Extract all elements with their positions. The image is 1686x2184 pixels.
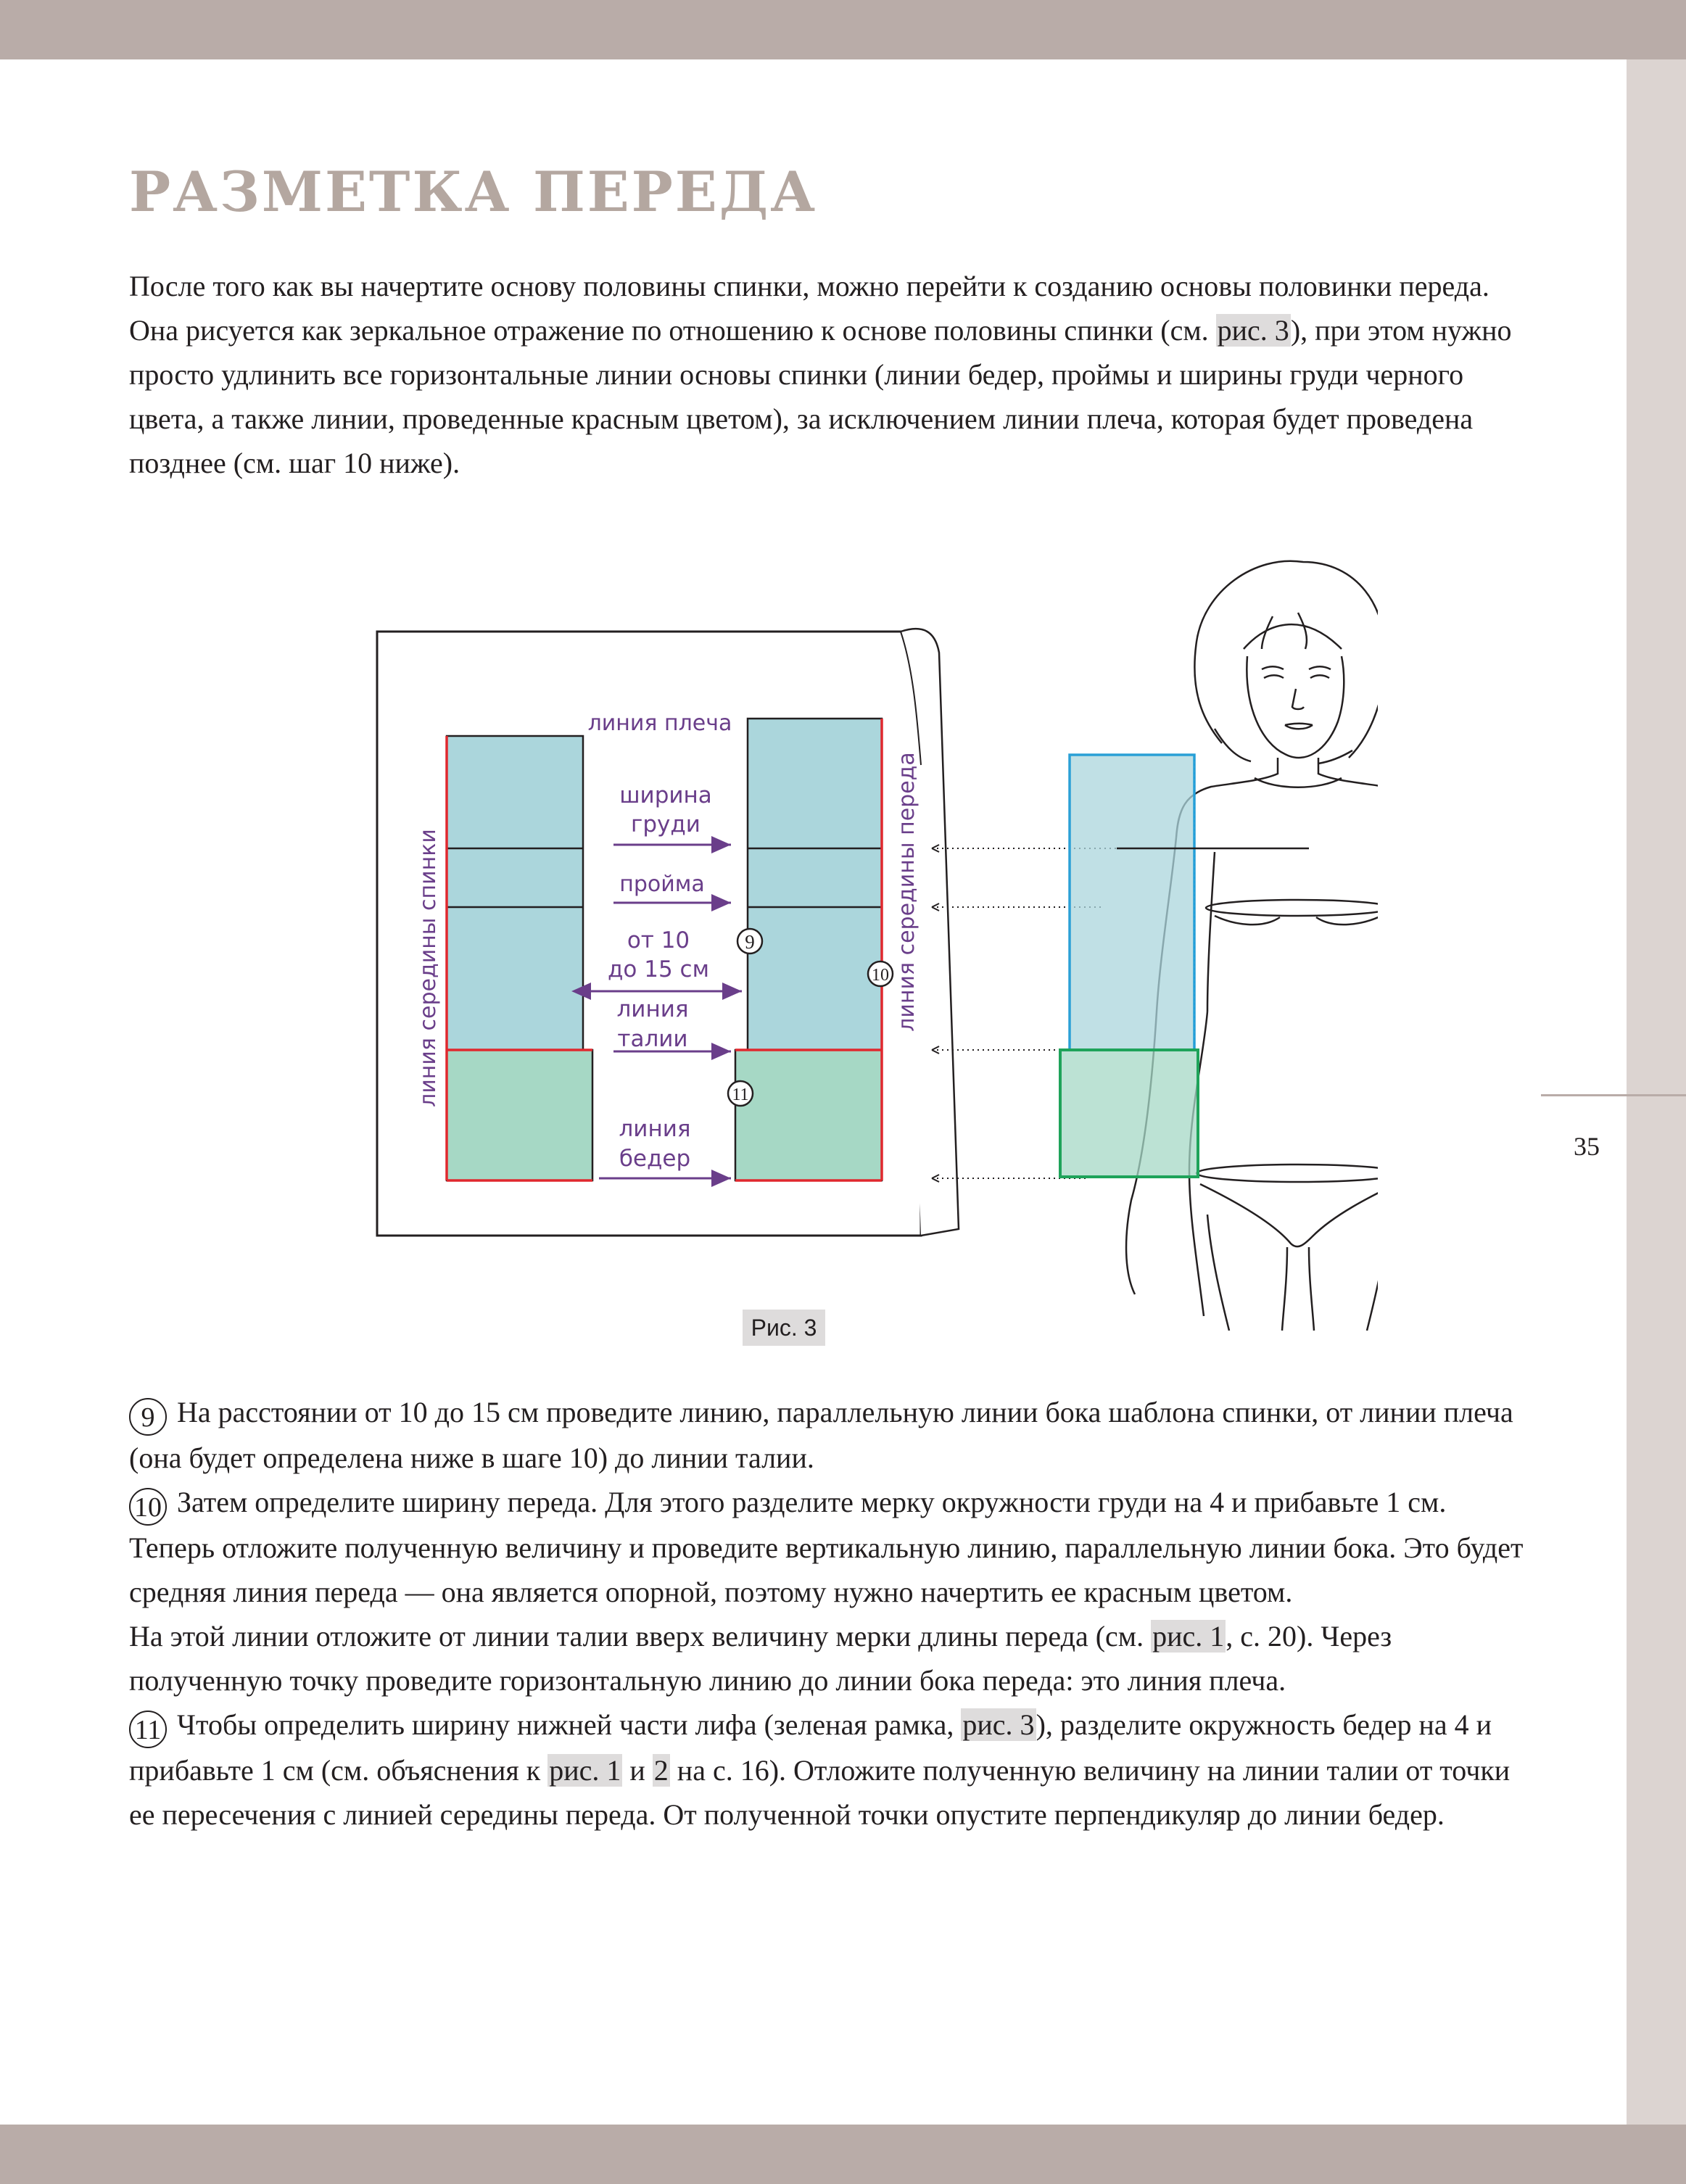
figure-reference: рис. 1	[1152, 1620, 1225, 1653]
step-9-text: На расстоянии от 10 до 15 см проведите линию, параллельную линии бока шаблона спинки, от линии плеча (она будет определена ниже в шаге 10) до линии талии.	[129, 1396, 1513, 1474]
figure-reference: рис. 3	[962, 1708, 1035, 1741]
intro-text-end: ), при этом нужно просто удлинить все горизонтальные линии основы спинки (линии бедер, проймы и ширины груди черного цвета, а также линии, проведенные красным цветом), за исключением линии плеча, которая будет проведена позднее (см. шаг 10 ниже).	[129, 314, 1512, 479]
label-offset-2: до 15 см	[608, 956, 709, 983]
intro-paragraph	[129, 264, 1536, 485]
step-10	[129, 1480, 1536, 1526]
figure-caption: Рис. 3	[743, 1310, 825, 1346]
label-hips-1: линия	[619, 1116, 691, 1142]
front-hips-green	[735, 1050, 882, 1180]
figure-green-overlay	[1060, 1050, 1198, 1177]
figure-reference: рис. 3	[1217, 314, 1289, 347]
step-10-paragraph-1: Теперь отложите полученную величину и проведите вертикальную линию, параллельную линии бока. Это будет средняя линия переда — она является опорной, поэтому нужно начертить ее красным цветом.	[129, 1531, 1524, 1608]
intro-text: После того как вы начертите основу половины спинки, можно перейти к созданию основы половинки переда. Она рисуется как зеркальное отражение по отношению к основе половины спинки (см.	[129, 270, 1489, 347]
pattern-diagram	[363, 547, 1378, 1352]
label-back-center-line: линия середины спинки	[416, 829, 441, 1107]
marker-11	[728, 1081, 753, 1106]
steps-section	[129, 1390, 1536, 1837]
svg-text:11: 11	[732, 1085, 749, 1104]
label-front-center-line: линия середины переда	[894, 752, 920, 1032]
figure-blue-overlay	[1070, 755, 1194, 1050]
bottom-band	[0, 2125, 1686, 2184]
label-armhole: пройма	[619, 872, 705, 897]
label-hips-2: бедер	[619, 1146, 691, 1172]
label-offset-1: от 10	[627, 927, 690, 954]
figure-reference: 2	[653, 1754, 669, 1787]
front-bodice-blue	[748, 719, 882, 1050]
marker-9	[737, 929, 762, 954]
step-10-paragraph-2: На этой линии отложите от линии талии вверх величину мерки длины переда (см. рис. 1, с. 20). Через полученную точку проведите горизонтальную линию до линии бока переда: это линия плеча.	[129, 1620, 1392, 1697]
label-chest-width-2: груди	[631, 811, 701, 837]
back-bodice-blue	[447, 736, 583, 1050]
figure-3	[363, 547, 1378, 1352]
page-number-rule	[1541, 1094, 1686, 1096]
step-9-number: 9	[129, 1398, 167, 1436]
figure-reference: рис. 1	[549, 1754, 621, 1787]
label-shoulder-line: линия плеча	[587, 711, 732, 736]
svg-text:10: 10	[872, 966, 889, 985]
label-waist-1: линия	[616, 996, 689, 1022]
step-10-number: 10	[129, 1488, 167, 1526]
back-hips-green	[447, 1050, 592, 1180]
step-11-number: 11	[129, 1711, 167, 1748]
marker-10	[868, 961, 893, 986]
right-margin-band	[1627, 59, 1686, 2125]
svg-text:9: 9	[745, 931, 755, 953]
step-11: 11 Чтобы определить ширину нижней части лифа (зеленая рамка, рис. 3), разделите окружность бедер на 4 и прибавьте 1 см (см. объяснения к рис. 1 и 2 на с. 16). Отложите полученную величину на линии талии от точки ее пересечения с линией середины переда. От полученной точки опустите перпендикуляр до линии бедер.	[129, 1708, 1511, 1831]
label-chest-width-1: ширина	[619, 782, 712, 808]
top-band	[0, 0, 1686, 59]
step-10-text: Затем определите ширину переда. Для этого разделите мерку окружности груди на 4 и прибавьте 1 см.	[177, 1486, 1447, 1518]
label-waist-2: талии	[617, 1026, 688, 1052]
page-title: РАЗМЕТКА ПЕРЕДА	[129, 160, 818, 224]
step-9	[129, 1390, 1536, 1480]
page-number: 35	[1574, 1132, 1600, 1161]
